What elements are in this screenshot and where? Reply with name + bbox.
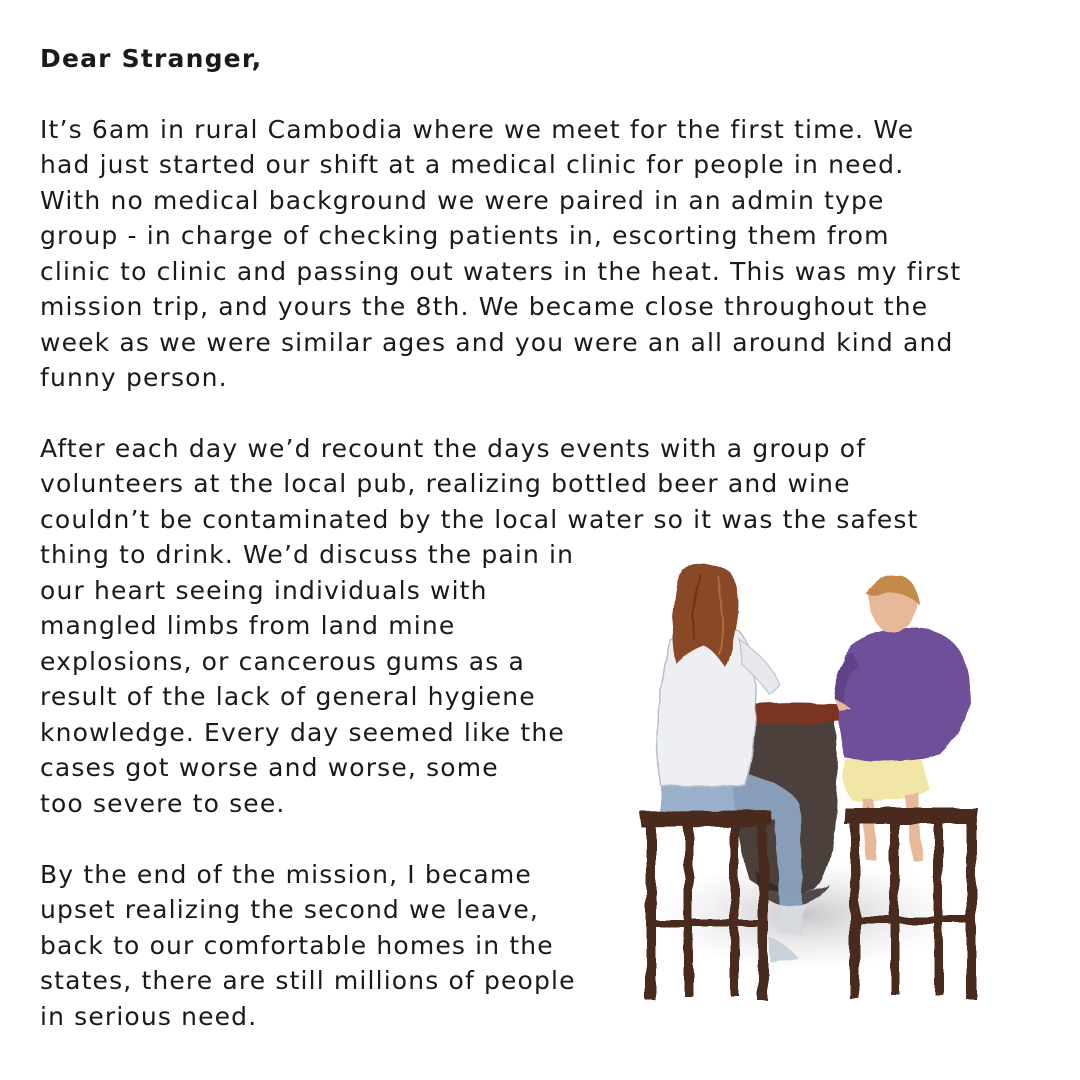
letter-line: thing to drink. We’d discuss the pain in <box>40 540 575 569</box>
letter-line: mission trip, and yours the 8th. We became close throughout the <box>40 292 929 321</box>
letter-line: too severe to see. <box>40 789 286 818</box>
letter-line: states, there are still millions of people <box>40 966 576 995</box>
letter-line: It’s 6am in rural Cambodia where we meet for the first time. We <box>40 115 915 144</box>
letter-line: After each day we’d recount the days events with a group of <box>40 434 867 463</box>
letter-line: back to our comfortable homes in the <box>40 931 554 960</box>
watercolor-two-people-at-bar-table-icon <box>630 560 1030 1010</box>
letter-line: result of the lack of general hygiene <box>40 682 536 711</box>
letter-line: knowledge. Every day seemed like the <box>40 718 565 747</box>
letter-line: had just started our shift at a medical clinic for people in need. <box>40 150 905 179</box>
letter-line: week as we were similar ages and you were an all around kind and <box>40 328 954 357</box>
letter-line: mangled limbs from land mine <box>40 611 456 640</box>
letter-line: explosions, or cancerous gums as a <box>40 647 526 676</box>
letter-line: With no medical background we were paired in an admin type <box>40 186 885 215</box>
letter-line: in serious need. <box>40 1002 258 1031</box>
letter-line: By the end of the mission, I became <box>40 860 532 889</box>
letter-greeting: Dear Stranger, <box>40 44 263 73</box>
letter-line: clinic to clinic and passing out waters in the heat. This was my first <box>40 257 962 286</box>
letter-line: group - in charge of checking patients in, escorting them from <box>40 221 890 250</box>
letter-line: funny person. <box>40 363 228 392</box>
letter-line: our heart seeing individuals with <box>40 576 488 605</box>
letter-line: couldn’t be contaminated by the local water so it was the safest <box>40 505 919 534</box>
letter-line: cases got worse and worse, some <box>40 753 499 782</box>
letter-line: upset realizing the second we leave, <box>40 895 539 924</box>
letter-line: volunteers at the local pub, realizing bottled beer and wine <box>40 469 851 498</box>
